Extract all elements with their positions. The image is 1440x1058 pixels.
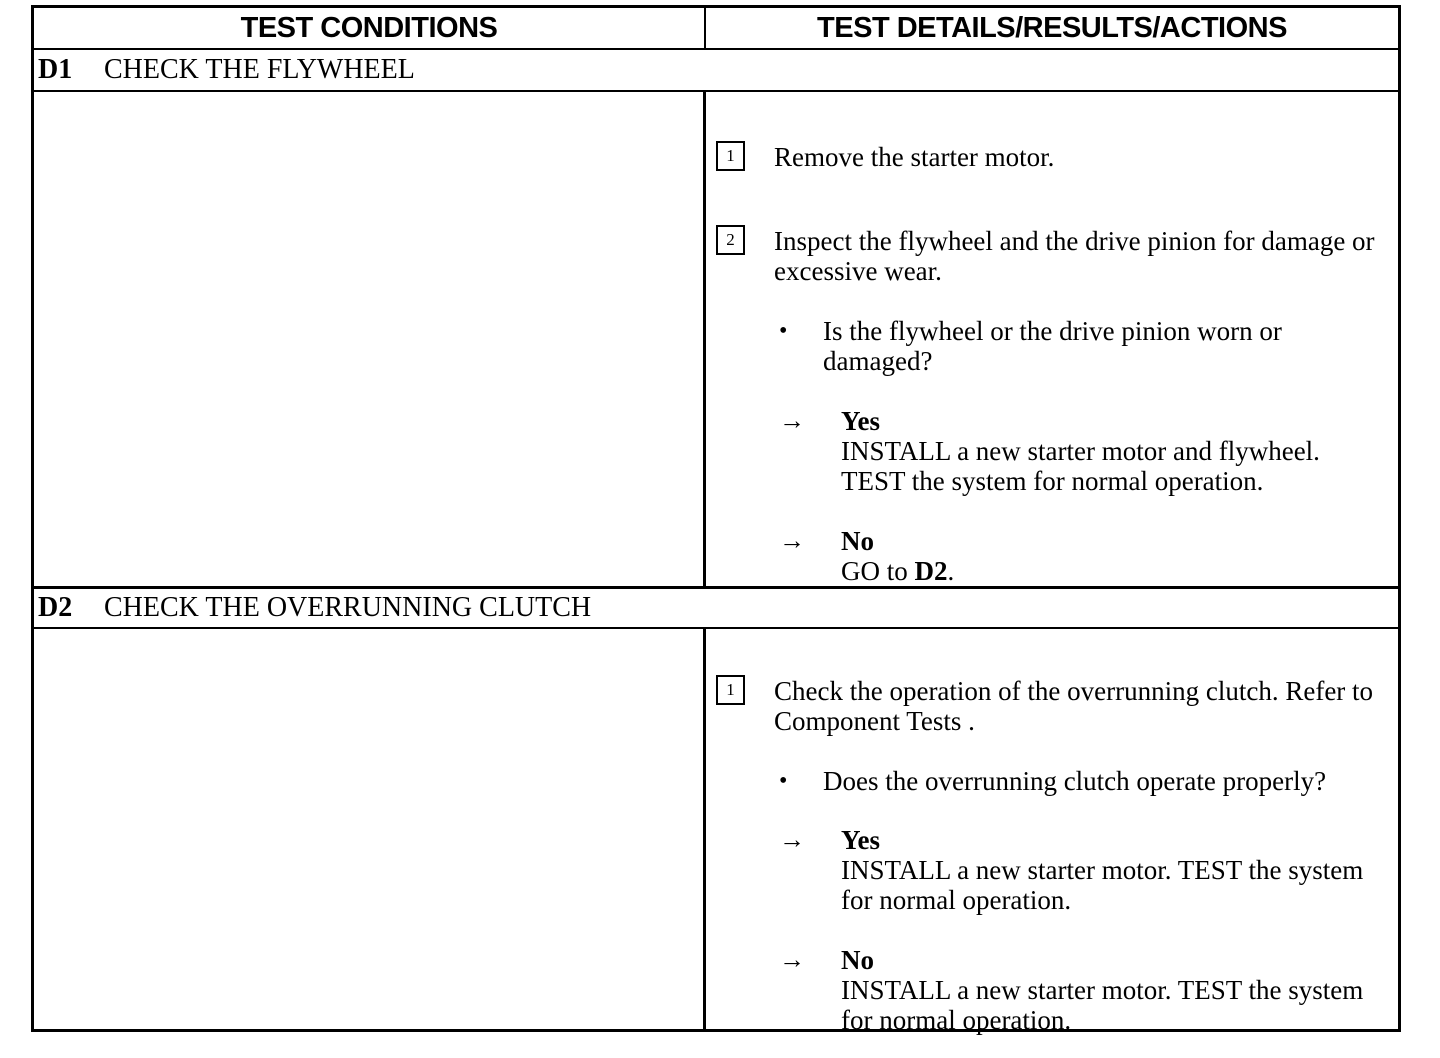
arrow-right-icon: →: [779, 526, 805, 555]
step-number-box: 1: [716, 141, 745, 171]
answer-text-prefix: GO to: [841, 556, 915, 586]
step-code: D2: [38, 592, 73, 623]
answer-label: Yes: [841, 406, 880, 436]
step-item-text: Remove the starter motor.: [774, 142, 1055, 172]
answer-text: INSTALL a new starter motor. TEST the system for normal operation.: [841, 855, 1364, 915]
step-d1-conditions-cell: [34, 92, 706, 586]
step-title: CHECK THE FLYWHEEL: [104, 54, 415, 85]
step-item-text: Check the operation of the overrunning clutch. Refer to Component Tests .: [774, 676, 1374, 736]
question-text: Is the flywheel or the drive pinion worn or damaged?: [823, 316, 1282, 376]
step-title: CHECK THE OVERRUNNING CLUTCH: [104, 592, 592, 623]
answer-text: INSTALL a new starter motor and flywheel. TEST the system for normal operation.: [841, 436, 1320, 496]
step-d2-conditions-cell: [34, 629, 706, 1029]
arrow-right-icon: →: [779, 945, 805, 974]
step-reference-link[interactable]: D2: [914, 556, 948, 586]
step-d2-details-cell: [709, 629, 1398, 1035]
diagnostic-table: [31, 5, 1401, 1035]
step-d2-title-row: [34, 586, 1398, 629]
bullet-icon: •: [779, 318, 788, 344]
step-code: D1: [38, 54, 73, 85]
answer-text: INSTALL a new starter motor. TEST the system for normal operation.: [841, 975, 1364, 1035]
header-test-details: TEST DETAILS/RESULTS/ACTIONS: [706, 8, 1398, 50]
step-d1-details-cell: [709, 92, 1398, 586]
question-text: Does the overrunning clutch operate properly?: [823, 766, 1327, 796]
answer-label: Yes: [841, 825, 880, 855]
step-d1-title-row: [34, 50, 1398, 92]
answer-label: No: [841, 945, 874, 975]
arrow-right-icon: →: [779, 825, 805, 854]
answer-text: [841, 556, 1386, 586]
bullet-icon: •: [779, 768, 788, 794]
step-number-box: 1: [716, 675, 745, 705]
arrow-right-icon: →: [779, 406, 805, 435]
step-item-text: Inspect the flywheel and the drive pinion for damage or excessive wear.: [774, 226, 1375, 286]
header-test-conditions: TEST CONDITIONS: [34, 8, 706, 50]
answer-text-suffix: .: [947, 556, 955, 586]
answer-label: No: [841, 526, 874, 556]
step-number-box: 2: [716, 225, 745, 255]
